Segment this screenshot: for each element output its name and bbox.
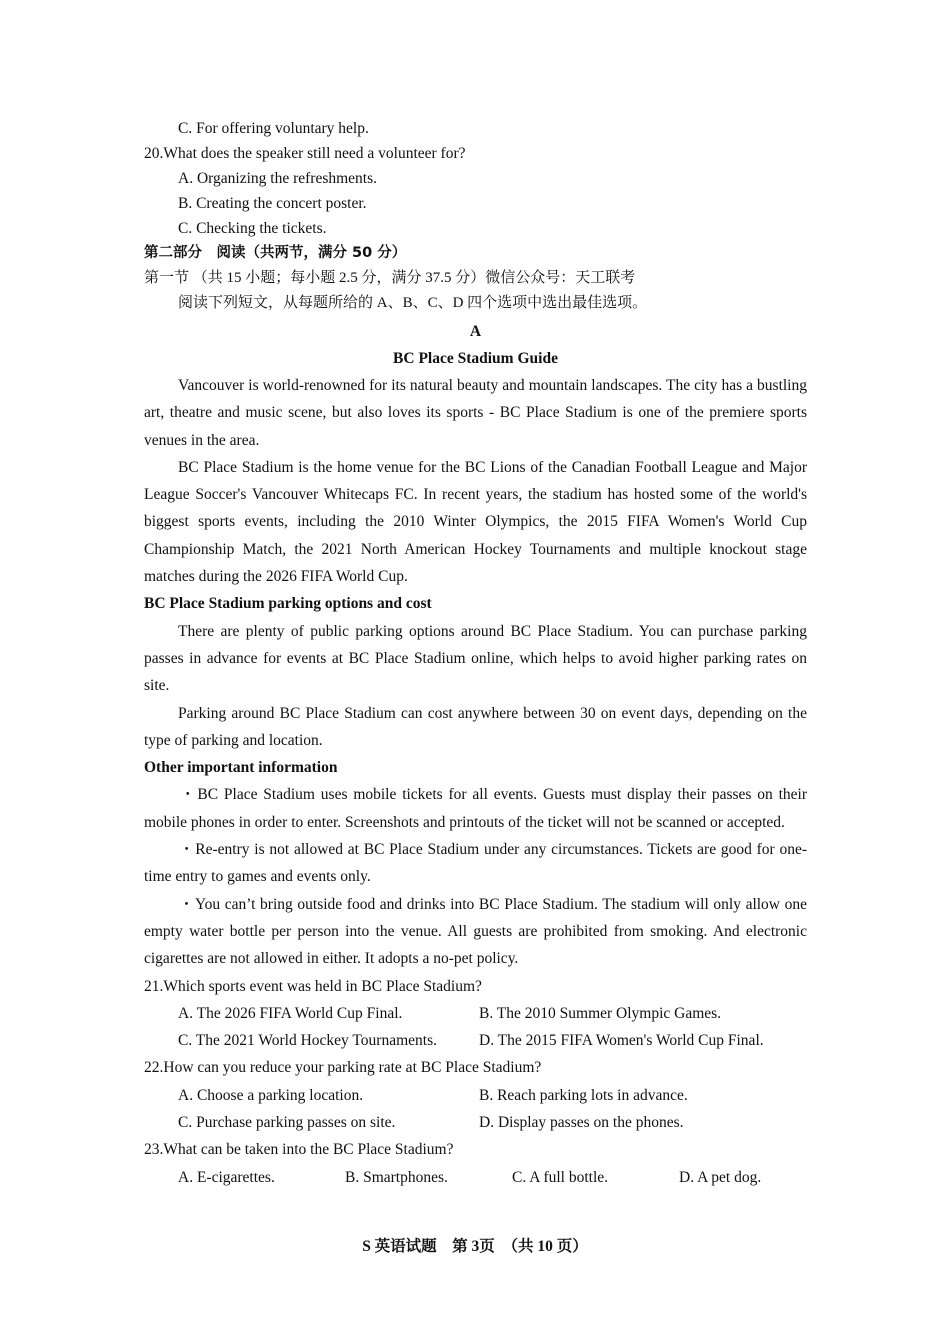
q22-option-d: D. Display passes on the phones. [479,1114,684,1132]
q23-options-row [144,1164,807,1191]
q20-option-b: B. Creating the concert poster. [178,195,367,212]
q20-stem: 20.What does the speaker still need a volunteer for? [144,145,466,162]
bullet-3: ・You can’t bring outside food and drinks into BC Place Stadium. The stadium will only allow one empty water bottle per person into the venue. All guests are prohibited from smoking. And electronic cigarettes are not allowed in either. It adopts a no-pet policy. [144,895,807,968]
paragraph-4: Parking around BC Place Stadium can cost anywhere between 30 on event days, depending on the type of parking and location. [144,704,807,749]
q20-option-a: A. Organizing the refreshments. [178,170,378,187]
exam-page [144,116,807,1191]
q21-options-row-2 [144,1027,807,1054]
q23-stem: 23.What can be taken into the BC Place Stadium? [144,1141,454,1159]
q19-option-c: C. For offering voluntary help. [178,120,369,137]
q23-option-b: B. Smartphones. [345,1168,448,1186]
bullet-1: ・BC Place Stadium uses mobile tickets for all events. Guests must display their passes on their mobile phones in order to enter. Screenshots and printouts of the ticket will not be scanned or accepted. [144,786,807,831]
q22-stem: 22.How can you reduce your parking rate at BC Place Stadium? [144,1059,542,1077]
q22-option-a: A. Choose a parking location. [178,1086,364,1104]
q21-options-row-1 [144,1000,807,1027]
q23-option-c: C. A full bottle. [512,1168,609,1186]
passage-letter: A [469,323,482,340]
heading-other-info: Other important information [144,759,338,777]
heading-parking: BC Place Stadium parking options and cost [144,595,432,613]
passage-title: BC Place Stadium Guide [393,350,558,367]
q22-options-row-2 [144,1109,807,1136]
q21-option-d: D. The 2015 FIFA Women's World Cup Final. [479,1032,764,1050]
paragraph-3: There are plenty of public parking options around BC Place Stadium. You can purchase parking passes in advance for events at BC Place Stadium online, which helps to avoid higher parking rates on site. [144,622,807,695]
paragraph-1: Vancouver is world-renowned for its natural beauty and mountain landscapes. The city has a bustling art, theatre and music scene, but also loves its sports - BC Place Stadium is one of the premiere sports venues in the area. [144,377,807,449]
q21-option-b: B. The 2010 Summer Olympic Games. [479,1004,722,1022]
q21-stem: 21.Which sports event was held in BC Place Stadium? [144,977,482,995]
q23-option-d: D. A pet dog. [679,1168,762,1186]
q21-option-a: A. The 2026 FIFA World Cup Final. [178,1004,403,1022]
paragraph-2: BC Place Stadium is the home venue for the BC Lions of the Canadian Football League and Major League Soccer's Vancouver Whitecaps FC. In recent years, the stadium has hosted some of the world's biggest sports events, including the 2010 Winter Olympics, the 2015 FIFA Women's World Cup Championship Match, the 2021 North American Hockey Tournaments and multiple knockout stage matches during the 2026 FIFA World Cup. [144,458,807,586]
q20-option-c: C. Checking the tickets. [178,220,327,237]
page-footer: S 英语试题 第 3页 （共 10 页） [362,1238,588,1255]
part-title: 第一节 （共 15 小题；每小题 2.5 分，满分 37.5 分）微信公众号：天工联考 [144,270,636,286]
q22-options-row-1 [144,1082,807,1109]
instruction: 阅读下列短文，从每题所给的 A、B、C、D 四个选项中选出最佳选项。 [178,295,648,311]
bullet-2: ・Re-entry is not allowed at BC Place Stadium under any circumstances. Tickets are good for one-time entry to games and events only. [144,841,807,886]
q22-option-b: B. Reach parking lots in advance. [479,1086,688,1104]
q21-option-c: C. The 2021 World Hockey Tournaments. [178,1032,437,1050]
section-title: 第二部分 阅读（共两节，满分 50 分） [144,245,407,261]
q22-option-c: C. Purchase parking passes on site. [178,1114,396,1132]
q23-option-a: A. E-cigarettes. [178,1168,275,1186]
